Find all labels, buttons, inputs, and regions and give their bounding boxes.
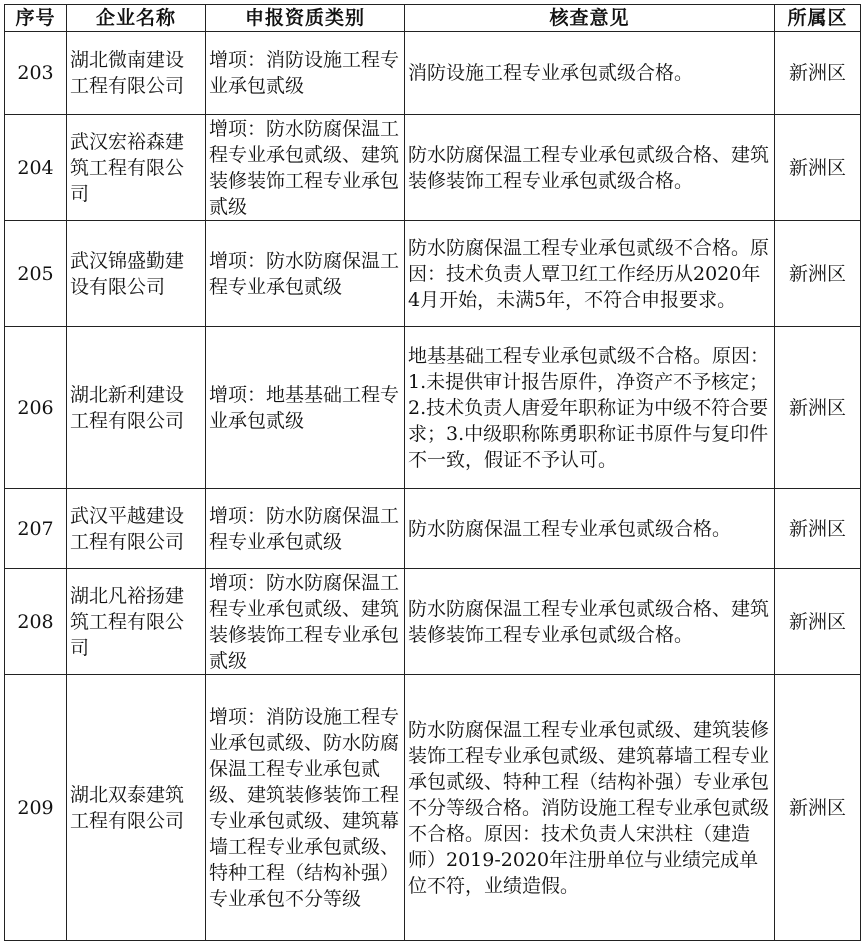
row-district: 新洲区 [775, 569, 861, 675]
row-type: 增项：消防设施工程专业承包贰级 [206, 32, 405, 115]
row-district: 新洲区 [775, 675, 861, 941]
row-district: 新洲区 [775, 115, 861, 221]
table-row [5, 327, 861, 489]
header-opinion: 核查意见 [405, 5, 775, 32]
header-company: 企业名称 [67, 5, 206, 32]
row-seq: 205 [5, 221, 67, 327]
row-opinion: 消防设施工程专业承包贰级合格。 [405, 32, 775, 115]
row-seq: 207 [5, 489, 67, 569]
row-opinion: 地基基础工程专业承包贰级不合格。原因：1.未提供审计报告原件，净资产不予核定；2.技术负责人唐爱年职称证为中级不符合要求；3.中级职称陈勇职称证书原件与复印件不一致，假证不予认可。 [405, 327, 775, 489]
row-opinion: 防水防腐保温工程专业承包贰级合格。 [405, 489, 775, 569]
table-row [5, 221, 861, 327]
row-opinion: 防水防腐保温工程专业承包贰级不合格。原因：技术负责人覃卫红工作经历从2020年4月开始，未满5年，不符合申报要求。 [405, 221, 775, 327]
row-seq: 206 [5, 327, 67, 489]
row-company: 武汉锦盛勤建设有限公司 [67, 221, 206, 327]
row-seq: 208 [5, 569, 67, 675]
row-district: 新洲区 [775, 221, 861, 327]
row-district: 新洲区 [775, 327, 861, 489]
row-district: 新洲区 [775, 32, 861, 115]
table-row [5, 489, 861, 569]
row-seq: 204 [5, 115, 67, 221]
header-seq: 序号 [5, 5, 67, 32]
row-seq: 209 [5, 675, 67, 941]
header-district: 所属区 [775, 5, 861, 32]
row-type: 增项：防水防腐保温工程专业承包贰级、建筑装修装饰工程专业承包贰级 [206, 115, 405, 221]
qualification-review-table [4, 4, 861, 941]
row-opinion: 防水防腐保温工程专业承包贰级合格、建筑装修装饰工程专业承包贰级合格。 [405, 569, 775, 675]
table-row [5, 569, 861, 675]
row-company: 湖北新利建设工程有限公司 [67, 327, 206, 489]
header-type: 申报资质类别 [206, 5, 405, 32]
row-type: 增项：防水防腐保温工程专业承包贰级、建筑装修装饰工程专业承包贰级 [206, 569, 405, 675]
row-company: 武汉宏裕森建筑工程有限公司 [67, 115, 206, 221]
row-company: 湖北双泰建筑工程有限公司 [67, 675, 206, 941]
row-company: 湖北微南建设工程有限公司 [67, 32, 206, 115]
table-header-row [5, 5, 861, 32]
row-company: 湖北凡裕扬建筑工程有限公司 [67, 569, 206, 675]
row-seq: 203 [5, 32, 67, 115]
table-row [5, 675, 861, 941]
row-type: 增项：地基基础工程专业承包贰级 [206, 327, 405, 489]
table-row [5, 115, 861, 221]
row-opinion: 防水防腐保温工程专业承包贰级、建筑装修装饰工程专业承包贰级、建筑幕墙工程专业承包贰级、特种工程（结构补强）专业承包不分等级合格。消防设施工程专业承包贰级不合格。原因：技术负责人宋洪柱（建造师）2019-2020年注册单位与业绩完成单位不符，业绩造假。 [405, 675, 775, 941]
row-type: 增项：防水防腐保温工程专业承包贰级 [206, 221, 405, 327]
row-opinion: 防水防腐保温工程专业承包贰级合格、建筑装修装饰工程专业承包贰级合格。 [405, 115, 775, 221]
row-type: 增项：消防设施工程专业承包贰级、防水防腐保温工程专业承包贰级、建筑装修装饰工程专业承包贰级、建筑幕墙工程专业承包贰级、特种工程（结构补强）专业承包不分等级 [206, 675, 405, 941]
table-row [5, 32, 861, 115]
row-company: 武汉平越建设工程有限公司 [67, 489, 206, 569]
row-district: 新洲区 [775, 489, 861, 569]
row-type: 增项：防水防腐保温工程专业承包贰级 [206, 489, 405, 569]
